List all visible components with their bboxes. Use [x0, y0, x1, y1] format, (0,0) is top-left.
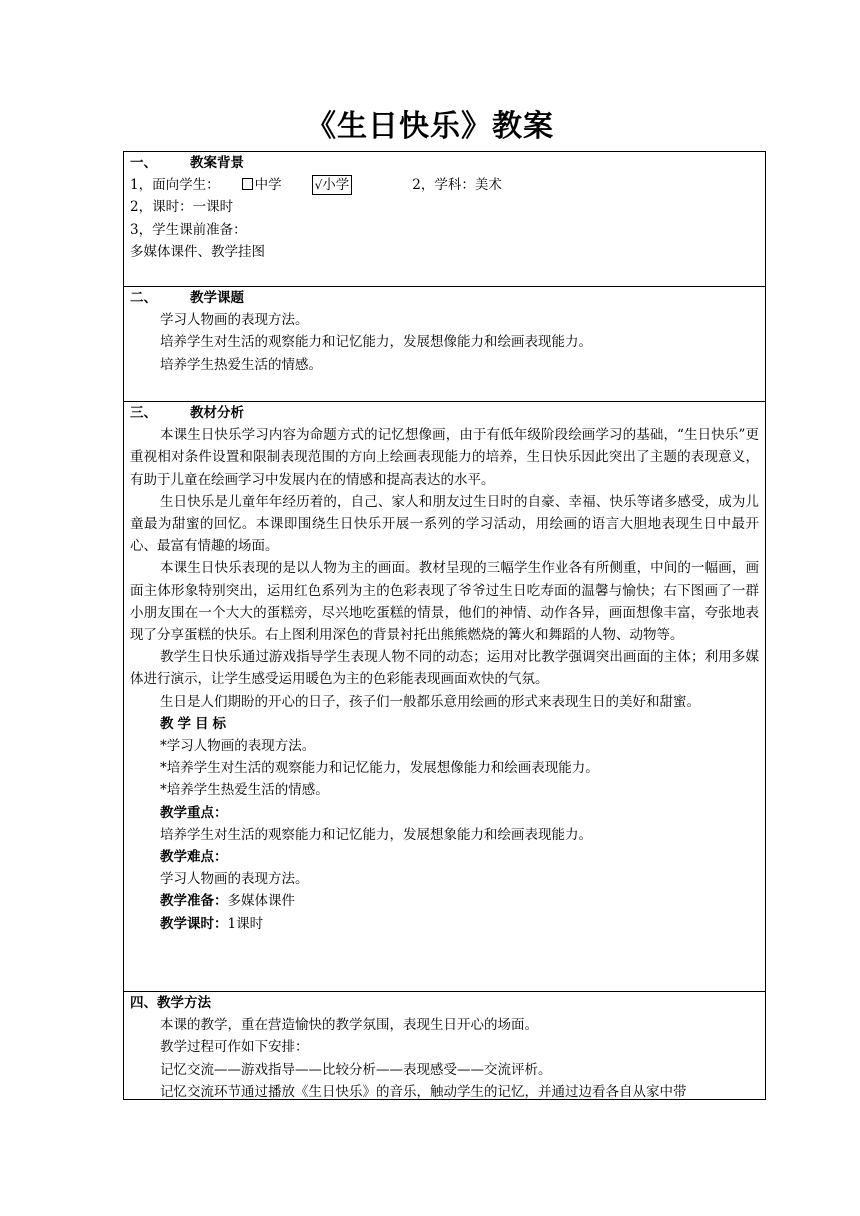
- period-text: 2，课时：一课时: [130, 199, 234, 216]
- option-middle-school: 中学: [254, 177, 282, 194]
- heading-number: 二、: [130, 290, 157, 306]
- key-point-text: 培养学生对生活的观察能力和记忆能力，发展想象能力和绘画表现能力。: [160, 826, 592, 843]
- checkbox-primary-school[interactable]: [312, 175, 353, 195]
- teaching-prep-label: 教学准备：: [160, 893, 228, 910]
- topic-line: 培养学生热爱生活的情感。: [160, 356, 322, 373]
- teaching-prep-text: 多媒体课件: [227, 893, 295, 910]
- option-primary-school: 小学: [322, 177, 350, 194]
- teaching-hours-label: 教学课时：: [160, 915, 228, 932]
- section-background: [124, 152, 765, 286]
- method-line: 记忆交流环节通过播放《生日快乐》的音乐，触动学生的记忆，并通过边看各自从家中带: [160, 1083, 687, 1100]
- key-point-label: 教学重点：: [160, 804, 228, 821]
- heading-number: 一、: [130, 155, 157, 171]
- analysis-paragraph: 生日是人们期盼的开心的日子，孩子们一般都乐意用绘画的形式来表现生日的美好和甜蜜。: [160, 693, 700, 710]
- method-line: 记忆交流——游戏指导——比较分析——表现感受——交流评析。: [160, 1061, 552, 1078]
- section-analysis: [124, 401, 765, 991]
- goals-heading: 教学目标: [160, 715, 230, 732]
- teaching-hours-text: 1课时: [227, 915, 264, 932]
- teaching-prep-line: [130, 890, 759, 912]
- goal-item: *培养学生对生活的观察能力和记忆能力，发展想像能力和绘画表现能力。: [160, 760, 599, 777]
- lesson-plan-table: [123, 151, 766, 1100]
- analysis-paragraph: 教学生日快乐通过游戏指导学生表现人物不同的动态；运用对比教学强调突出画面的主体；利用多媒体进行演示，让学生感受运用暖色为主的色彩能表现画面欢快的气氛。: [130, 649, 759, 688]
- section-heading: [130, 152, 759, 174]
- section-heading: [130, 287, 759, 309]
- section-heading: [130, 402, 759, 424]
- analysis-paragraph: 本课生日快乐学习内容为命题方式的记忆想像画，由于有低年级阶段绘画学习的基础，“生日快乐”更重视相对条件设置和限制表现范围的方向上绘画表现能力的培养，生日快乐因此突出了主题的表现意义，有助于儿童在绘画学习中发展内在的情感和提高表达的水平。: [130, 427, 759, 488]
- difficulty-label: 教学难点：: [160, 849, 228, 866]
- analysis-paragraph: 生日快乐是儿童年年经历着的，自己、家人和朋友过生日时的自豪、幸福、快乐等诸多感受，成为儿童最为甜蜜的回忆。本课即围绕生日快乐开展一系列的学习活动，用绘画的语言大胆地表现生日中最开心、最富有情趣的场面。: [130, 493, 759, 555]
- section-method: [124, 991, 765, 1099]
- section-heading: 四、教学方法: [130, 995, 211, 1011]
- audience-line: [130, 174, 759, 196]
- heading-text: 教学课题: [190, 290, 244, 306]
- section-topic: [124, 286, 765, 401]
- topic-line: 学习人物画的表现方法。: [160, 312, 309, 329]
- audience-label: 1，面向学生：: [130, 177, 220, 194]
- prep-label: 3，学生课前准备：: [130, 221, 247, 238]
- document-title: 《生日快乐》教案: [306, 109, 554, 144]
- goal-item: *学习人物画的表现方法。: [160, 738, 316, 755]
- method-line: 教学过程可作如下安排：: [160, 1039, 309, 1056]
- heading-text: 教案背景: [190, 155, 244, 171]
- analysis-paragraph: 本课生日快乐表现的是以人物为主的画面。教材呈现的三幅学生作业各有所侧重，中间的一幅画，画面主体形象特别突出，运用红色系列为主的色彩表现了爷爷过生日吃寿面的温馨与愉快；右下图画了一群小朋友围在一个大大的蛋糕旁，尽兴地吃蛋糕的情景，他们的神情、动作各异，画面想像丰富，夸张地表现了分享蛋糕的快乐。右上图利用深色的背景衬托出熊熊燃烧的篝火和舞蹈的人物、动物等。: [130, 560, 759, 644]
- check-mark-icon: √: [314, 178, 323, 193]
- heading-text: 教材分析: [190, 405, 244, 421]
- goal-item: *培养学生热爱生活的情感。: [160, 782, 329, 799]
- difficulty-text: 学习人物画的表现方法。: [160, 871, 309, 888]
- prep-text: 多媒体课件、教学挂图: [130, 243, 265, 260]
- subject-text: 2，学科：美术: [412, 177, 502, 194]
- method-line: 本课的教学，重在营造愉快的教学氛围，表现生日开心的场面。: [160, 1017, 538, 1034]
- heading-number: 三、: [130, 405, 157, 421]
- teaching-hours-line: [130, 913, 759, 935]
- topic-line: 培养学生对生活的观察能力和记忆能力，发展想像能力和绘画表现能力。: [160, 334, 592, 351]
- checkbox-middle-school[interactable]: [242, 178, 253, 190]
